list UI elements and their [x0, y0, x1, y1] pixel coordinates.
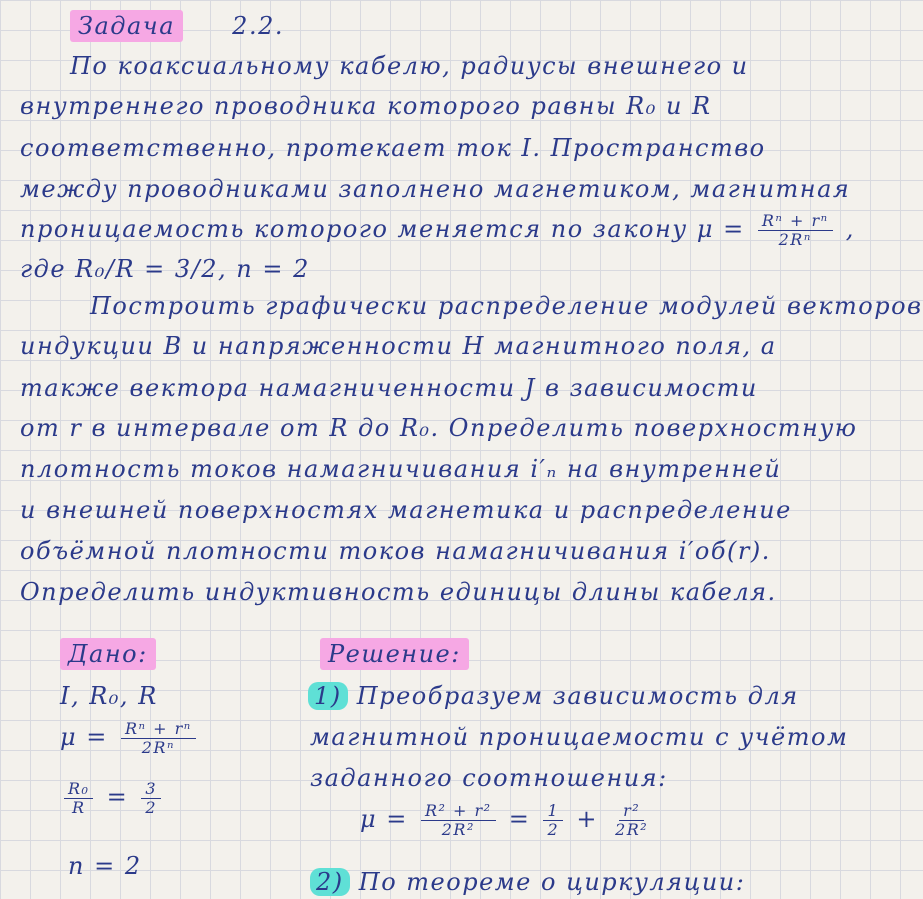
task-line-7: Построить графически распределение модулей векторов — [90, 292, 923, 320]
given-n: n = 2 — [68, 852, 142, 880]
task-line-2: внутреннего проводника которого равны R₀ и R — [20, 92, 712, 120]
task-line-3: соответственно, протекает ток I. Пространство — [20, 134, 766, 162]
task-line-14: Определить индуктивность единицы длины кабеля. — [20, 578, 777, 606]
task-line-1: По коаксиальному кабелю, радиусы внешнего и — [70, 52, 749, 80]
task-line-6: где R₀/R = 3/2, n = 2 — [20, 255, 310, 283]
given-vars: I, R₀, R — [60, 682, 158, 710]
task-line-8: индукции B и напряженности H магнитного поля, а — [20, 332, 777, 360]
solution-step2: 2) По теореме о циркуляции: — [310, 868, 745, 896]
solution-step1: 1) Преобразуем зависимость для — [308, 682, 799, 710]
task-line-4: между проводниками заполнено магнетиком, магнитная — [20, 175, 851, 203]
step2-number: 2) — [310, 868, 350, 896]
step1-number: 1) — [308, 682, 348, 710]
task-line-12: и внешней поверхностях магнетика и распределение — [20, 496, 792, 524]
task-number: 2.2. — [232, 12, 284, 40]
task-title-label: Задача — [70, 10, 183, 42]
solution-header: Решение: — [320, 638, 469, 670]
solution-step1-line2: магнитной проницаемости с учётом — [310, 723, 849, 751]
solution-step1-line3: заданного соотношения: — [310, 764, 668, 792]
task-title — [70, 12, 284, 40]
solution-equation: μ = $\frac{\text{R² + r²}}{\text{2R²}}$ = $\frac{1}{2}$ + $\frac{\text{r²}}{\text{2R²}}$ — [360, 801, 649, 839]
task-line-10: от r в интервале от R до R₀. Определить поверхностную — [20, 414, 858, 442]
task-line-13: объёмной плотности токов намагничивания i′об(r). — [20, 537, 771, 565]
task-line-11: плотность токов намагничивания i′ₙ на внутренней — [20, 455, 782, 483]
given-ratio: $\frac{\text{R₀}}{R}$ = $\frac{3}{2}$ — [60, 780, 165, 817]
given-header: Дано: — [60, 638, 156, 670]
task-line-5: проницаемость которого меняется по закону μ = $\frac{\text{Rⁿ + rⁿ}}{\text{2Rⁿ}}$ , — [20, 211, 855, 249]
task-line-9: также вектора намагниченности J в зависимости — [20, 374, 758, 402]
given-mu: μ = $\frac{\text{Rⁿ + rⁿ}}{\text{2Rⁿ}}$ — [60, 720, 200, 757]
task-mu-fraction: $\frac{\text{Rⁿ + rⁿ}}{\text{2Rⁿ}}$ — [758, 212, 833, 249]
